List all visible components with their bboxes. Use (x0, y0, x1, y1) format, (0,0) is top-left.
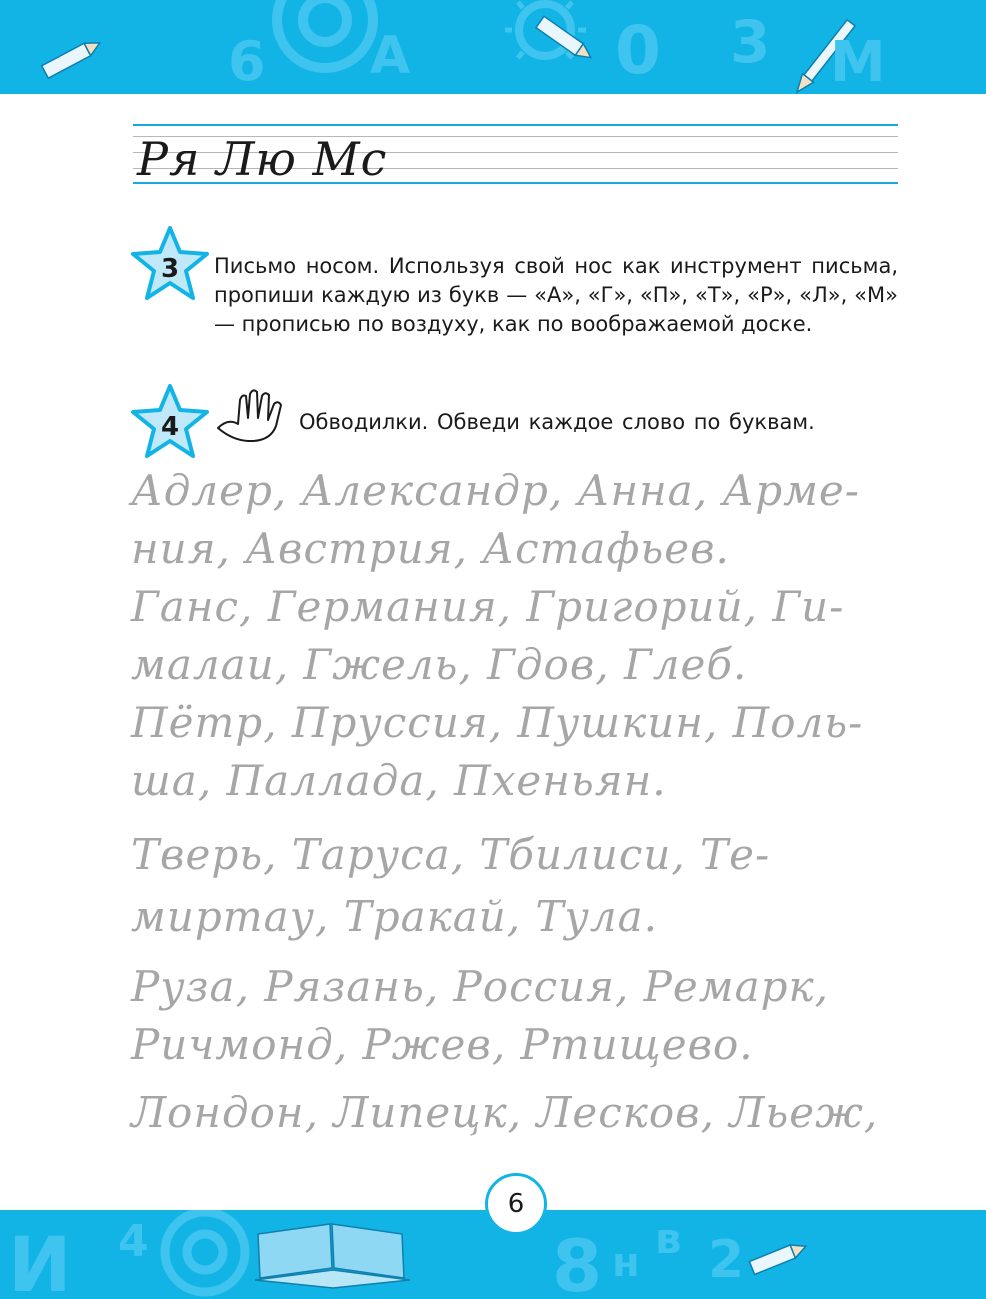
decor-letter: в (655, 1214, 682, 1263)
task-4-star-badge (131, 384, 209, 458)
pencil-icon (749, 1240, 808, 1275)
decor-letter: н (612, 1240, 640, 1286)
decor-letter: М (830, 30, 886, 94)
hand-icon (212, 388, 286, 444)
ring-decoration (277, 0, 373, 68)
decor-letter: 2 (708, 1230, 745, 1290)
decor-letter: 8 (552, 1224, 603, 1299)
tracing-line: ния, Австрия, Астафьев. (131, 524, 730, 573)
task-4-text: Обводилки. Обведи каждое слово по буквам. (299, 410, 815, 434)
copybook-sample-line (133, 124, 898, 186)
task-4-number: 4 (160, 412, 180, 442)
decor-letter: 4 (118, 1216, 149, 1267)
open-book-icon (255, 1224, 410, 1288)
decor-letter: А (370, 26, 411, 86)
ring-decoration-inner (187, 1234, 223, 1270)
tracing-line: миртау, Тракай, Тула. (131, 892, 659, 941)
tracing-line: Ганс, Германия, Григорий, Ги- (131, 582, 845, 631)
task-3-number: 3 (160, 254, 180, 284)
tracing-line: ша, Паллада, Пхеньян. (131, 756, 667, 805)
tracing-line: Лондон, Липецк, Лесков, Льеж, (131, 1088, 879, 1137)
page-number: 6 (485, 1173, 547, 1235)
header-band (0, 0, 986, 94)
ring-decoration (165, 1212, 245, 1292)
tracing-line: Ричмонд, Ржев, Ртищево. (131, 1020, 754, 1069)
decor-letter: 0 (615, 12, 661, 89)
tracing-line: Адлер, Александр, Анна, Арме- (131, 466, 860, 515)
tracing-line: Пётр, Пруссия, Пушкин, Поль- (131, 698, 864, 747)
pencil-icon (42, 37, 103, 78)
tracing-line: Руза, Рязань, Россия, Ремарк, (131, 962, 829, 1011)
decor-letter: И (8, 1220, 72, 1299)
ring-decoration-inner (303, 0, 347, 42)
decor-letter: 6 (228, 30, 266, 93)
sample-letters: Ря Лю Мс (137, 132, 388, 186)
tracing-line: малаи, Гжель, Гдов, Глеб. (131, 640, 748, 689)
decor-letter: 3 (730, 8, 771, 76)
task-3-star-badge (131, 226, 209, 300)
task-3-text: Письмо носом. Используя свой нос как инструмент письма, пропиши каждую из букв — «А», «Г», «П», «Т», «Р», «Л», «М» — прописью по воздуху, как по воображаемой доске. (214, 254, 898, 336)
tracing-line: Тверь, Таруса, Тбилиси, Те- (131, 830, 771, 879)
